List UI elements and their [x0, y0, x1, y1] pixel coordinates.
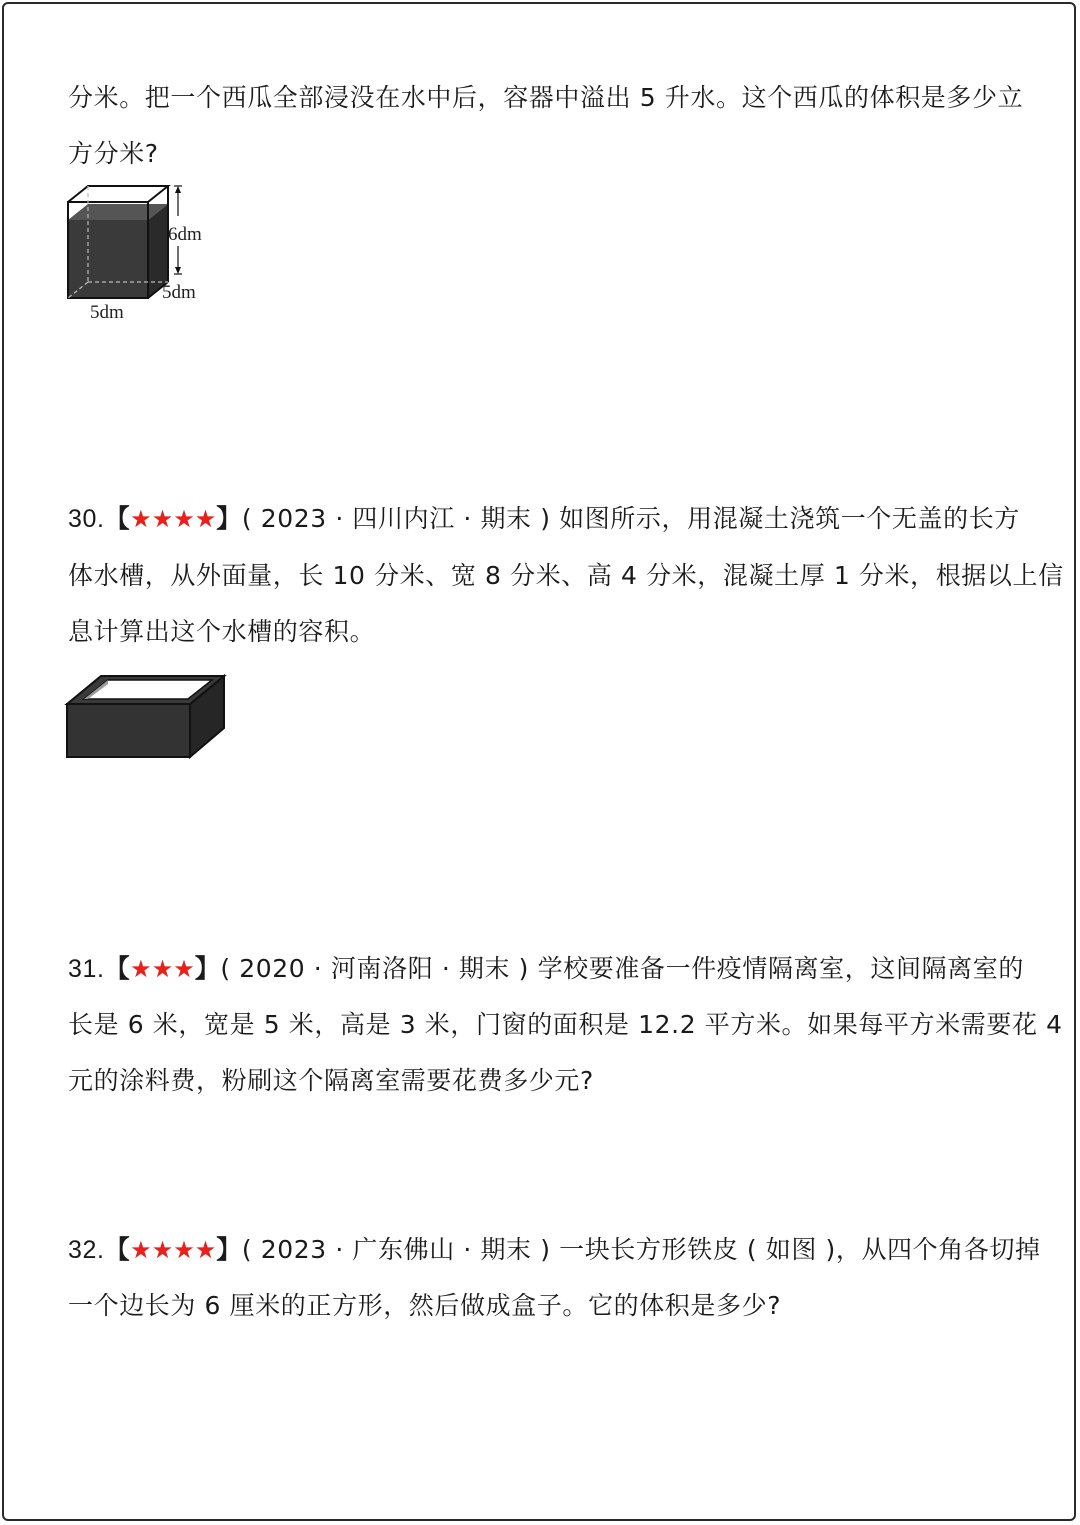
q31-line-1-text: ( 2020 · 河南洛阳 · 期末 ) 学校要准备一件疫情隔离室，这间隔离室的	[220, 954, 1024, 983]
q31-difficulty-stars: ★★★	[130, 955, 195, 983]
q31-bracket-open: 【	[104, 954, 131, 983]
q31-number: 31.	[68, 955, 105, 983]
q30-line-1-text: ( 2023 · 四川内江 · 期末 ) 如图所示，用混凝土浇筑一个无盖的长方	[241, 504, 1020, 533]
water-trough-figure	[64, 670, 232, 762]
q30-bracket-close: 】	[216, 504, 242, 533]
height-label: 6dm	[168, 224, 202, 245]
q32-bracket-close: 】	[216, 1235, 242, 1264]
q32-difficulty-stars: ★★★★	[130, 1236, 217, 1264]
q30-line-1	[68, 503, 1020, 535]
q32-number: 32.	[68, 1236, 105, 1264]
q31-bracket-close: 】	[194, 954, 221, 983]
q31-line-1	[68, 953, 1024, 985]
q29-line-1: 分米。把一个西瓜全部浸没在水中后，容器中溢出 5 升水。这个西瓜的体积是多少立	[68, 83, 1024, 112]
q32-line-1-text: ( 2023 · 广东佛山 · 期末 ) 一块长方形铁皮 ( 如图 )，从四个角各切掉	[241, 1235, 1041, 1264]
q31-line-3: 元的涂料费，粉刷这个隔离室需要花费多少元?	[68, 1066, 594, 1095]
q32-line-1	[68, 1234, 1041, 1266]
q31-line-2: 长是 6 米，宽是 5 米，高是 3 米，门窗的面积是 12.2 平方米。如果每平方米需要花 4	[68, 1010, 1063, 1039]
q30-difficulty-stars: ★★★★	[130, 505, 217, 533]
q32-line-2: 一个边长为 6 厘米的正方形，然后做成盒子。它的体积是多少?	[68, 1291, 782, 1320]
q32-bracket-open: 【	[104, 1235, 131, 1264]
q29-line-2: 方分米?	[68, 139, 159, 168]
depth-label: 5dm	[162, 282, 196, 303]
q30-line-3: 息计算出这个水槽的容积。	[68, 617, 376, 646]
width-label: 5dm	[90, 302, 124, 323]
q30-number: 30.	[68, 505, 105, 533]
q30-bracket-open: 【	[104, 504, 131, 533]
q30-line-2: 体水槽，从外面量，长 10 分米、宽 8 分米、高 4 分米，混凝土厚 1 分米，根据以上信	[68, 561, 1064, 590]
